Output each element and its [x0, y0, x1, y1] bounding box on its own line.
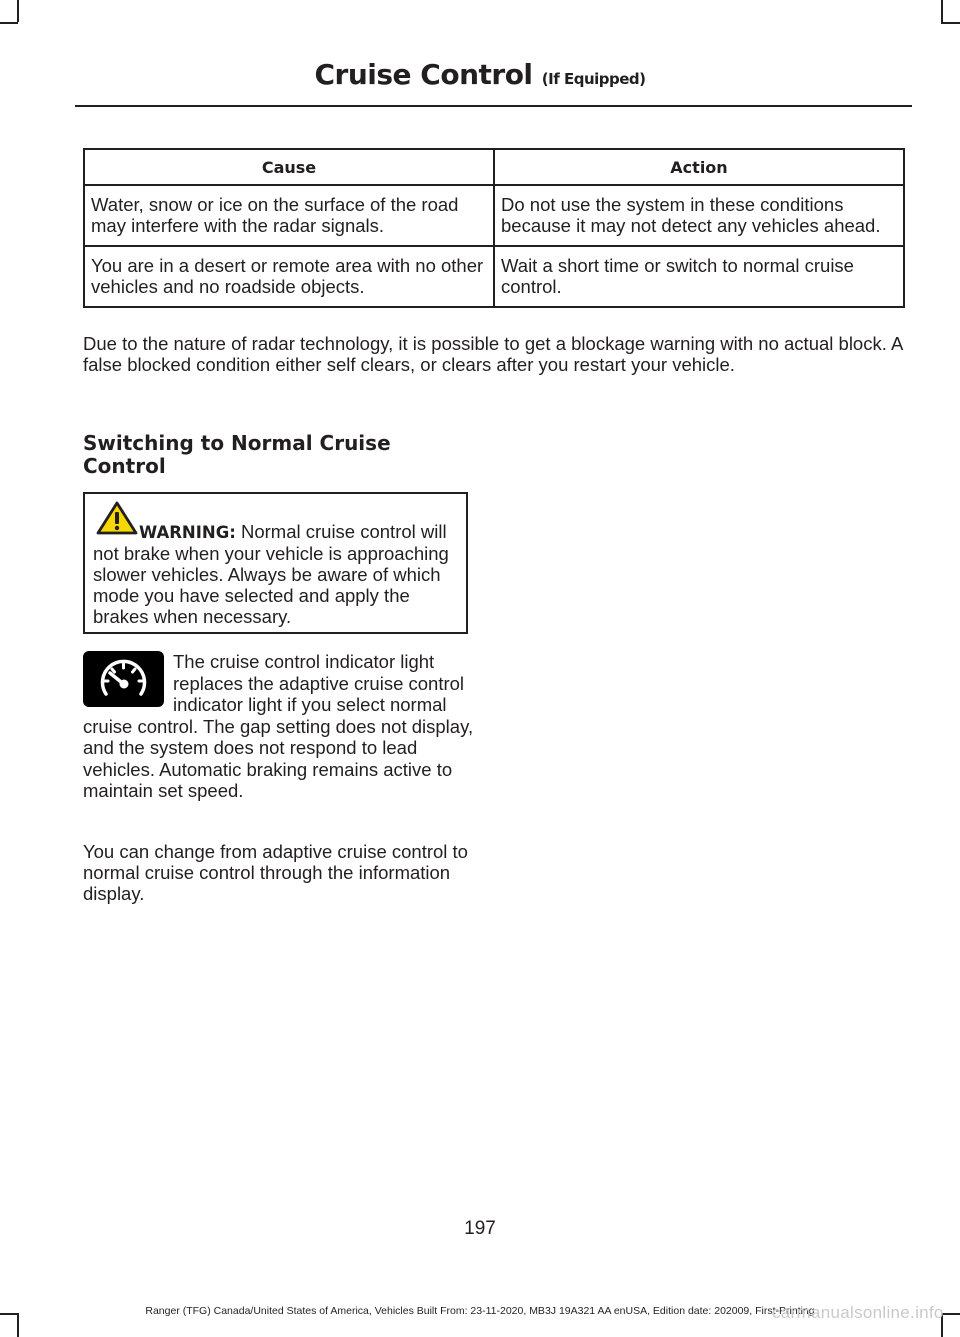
crop-mark [941, 22, 960, 24]
indicator-paragraph [83, 651, 475, 802]
action-cell: Wait a short time or switch to normal cruise control. [494, 246, 904, 307]
page-number: 197 [464, 1218, 496, 1239]
table-row [84, 246, 904, 307]
warning-label: WARNING: [139, 523, 236, 542]
page-subtitle: (If Equipped) [541, 70, 646, 88]
crop-mark [941, 0, 943, 22]
column-header-cause: Cause [84, 149, 494, 185]
radar-blockage-paragraph: Due to the nature of radar technology, it is possible to get a blockage warning with no actual block. A false blocked condition either self clears, or clears after you restart your vehicle. [83, 333, 903, 375]
section-heading: Switching to Normal Cruise Control [83, 431, 391, 478]
warning-message [93, 521, 460, 627]
change-mode-paragraph: You can change from adaptive cruise control to normal cruise control through the information display. [83, 841, 468, 904]
cause-cell: Water, snow or ice on the surface of the road may interfere with the radar signals. [84, 185, 494, 246]
warning-text: Normal cruise control will not brake when your vehicle is approaching slower vehicles. Always be aware of which mode you have selected and apply the brakes when necessary. [93, 521, 449, 627]
table-row [84, 185, 904, 246]
page-title-text: Cruise Control [314, 58, 533, 91]
indicator-text: The cruise control indicator light replaces the adaptive cruise control indicator light if you select normal cruise control. The gap setting does not display, and the system does not respond to lead vehicles. Automatic braking remains active to maintain set speed. [83, 651, 474, 801]
header-divider [75, 105, 912, 107]
cause-action-table [83, 148, 905, 308]
column-header-action: Action [494, 149, 904, 185]
table-header-row [84, 149, 904, 185]
watermark: carmanualsonline.info [772, 1303, 944, 1322]
page-title [0, 58, 960, 91]
cause-cell: You are in a desert or remote area with no other vehicles and no roadside objects. [84, 246, 494, 307]
warning-box [83, 492, 468, 634]
edition-footer: Ranger (TFG) Canada/United States of America, Vehicles Built From: 23-11-2020, MB3J 19A321 AA enUSA, Edition date: 202009, First-Printing [145, 1305, 815, 1317]
warning-triangle-icon [96, 501, 138, 535]
crop-mark [17, 0, 19, 22]
action-cell: Do not use the system in these conditions because it may not detect any vehicles ahead. [494, 185, 904, 246]
crop-mark [0, 22, 18, 24]
